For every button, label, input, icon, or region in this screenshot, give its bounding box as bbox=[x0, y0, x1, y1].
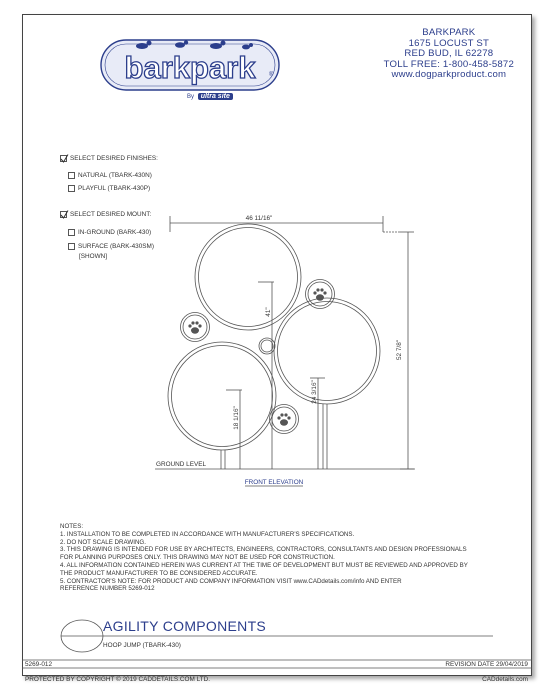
company-phone: TOLL FREE: 1-800-458-5872 bbox=[383, 58, 514, 70]
note-line: 3. THIS DRAWING IS INTENDED FOR USE BY ARCHITECTS, ENGINEERS, CONTRACTORS, CONSULTANTS AND DESIGN PROFESSIONALS bbox=[60, 546, 467, 554]
revision-date: REVISION DATE 29/04/2019 bbox=[445, 661, 528, 668]
note-line: 4. ALL INFORMATION CONTAINED HEREIN WAS CURRENT AT THE TIME OF DEVELOPMENT BUT MUST BE REVIEWED AND APPROVED BY bbox=[60, 561, 468, 569]
sheet-title: AGILITY COMPONENTS bbox=[103, 618, 267, 634]
right-hoop-dimension-label: 24 3/16" bbox=[311, 380, 318, 404]
width-dimension-label: 46 11/16" bbox=[245, 215, 273, 222]
note-line: 1. INSTALLATION TO BE COMPLETED IN ACCORDANCE WITH MANUFACTURER'S SPECIFICATIONS. bbox=[60, 530, 355, 538]
company-website[interactable]: www.dogparkproduct.com bbox=[391, 69, 507, 81]
mount-shown-note: [SHOWN] bbox=[79, 253, 108, 260]
copyright-notice: PROTECTED BY COPYRIGHT © 2019 CADDETAILS.COM LTD. bbox=[25, 676, 210, 683]
front-elevation-label: FRONT ELEVATION bbox=[244, 479, 304, 486]
mount-option-surface[interactable]: SURFACE (BARK-430SM) bbox=[68, 243, 154, 250]
logo-trademark: ® bbox=[269, 72, 274, 78]
company-name: BARKPARK bbox=[422, 27, 476, 38]
note-line: 5. CONTRACTOR'S NOTE: FOR PRODUCT AND COMPANY INFORMATION VISIT www.CADdetails.com/info AND ENTER bbox=[60, 577, 402, 585]
height-dimension-label: 52 7/8" bbox=[396, 339, 403, 361]
note-line: THE PRODUCT MANUFACTURER TO BE CONSIDERED ACCURATE. bbox=[60, 569, 258, 577]
finish-option-natural[interactable]: NATURAL (TBARK-430N) bbox=[68, 172, 152, 179]
finish-option-playful[interactable]: PLAYFUL (TBARK-430P) bbox=[68, 185, 150, 192]
note-line: 2. DO NOT SCALE DRAWING. bbox=[60, 538, 146, 546]
sheet-subtitle: HOOP JUMP (TBARK-430) bbox=[103, 642, 181, 649]
company-city: RED BUD, IL 62278 bbox=[404, 48, 494, 60]
mount-option-in-ground[interactable]: IN-GROUND (BARK-430) bbox=[68, 229, 151, 236]
note-line: REFERENCE NUMBER 5269-012 bbox=[60, 585, 155, 593]
by-label: By bbox=[187, 94, 195, 100]
left-hoop-dimension-label: 18 1/16" bbox=[233, 406, 240, 430]
notes-heading: NOTES: bbox=[60, 523, 84, 530]
company-street: 1675 LOCUST ST bbox=[408, 37, 490, 49]
ground-level-label: GROUND LEVEL bbox=[156, 461, 207, 468]
caddetails-link[interactable]: CADdetails.com bbox=[482, 676, 528, 683]
ultra-site-badge: ultra site bbox=[198, 93, 233, 100]
finishes-heading: SELECT DESIRED FINISHES: bbox=[70, 155, 158, 163]
note-line: FOR PLANNING PURPOSES ONLY. THIS DRAWING MAY NOT BE USED FOR CONSTRUCTION. bbox=[60, 554, 335, 562]
logo-wordmark: barkpark bbox=[124, 50, 256, 85]
mount-heading: SELECT DESIRED MOUNT: bbox=[70, 211, 152, 219]
top-hoop-dimension-label: 41" bbox=[265, 307, 272, 317]
drawing-number: 5269-012 bbox=[25, 661, 53, 668]
